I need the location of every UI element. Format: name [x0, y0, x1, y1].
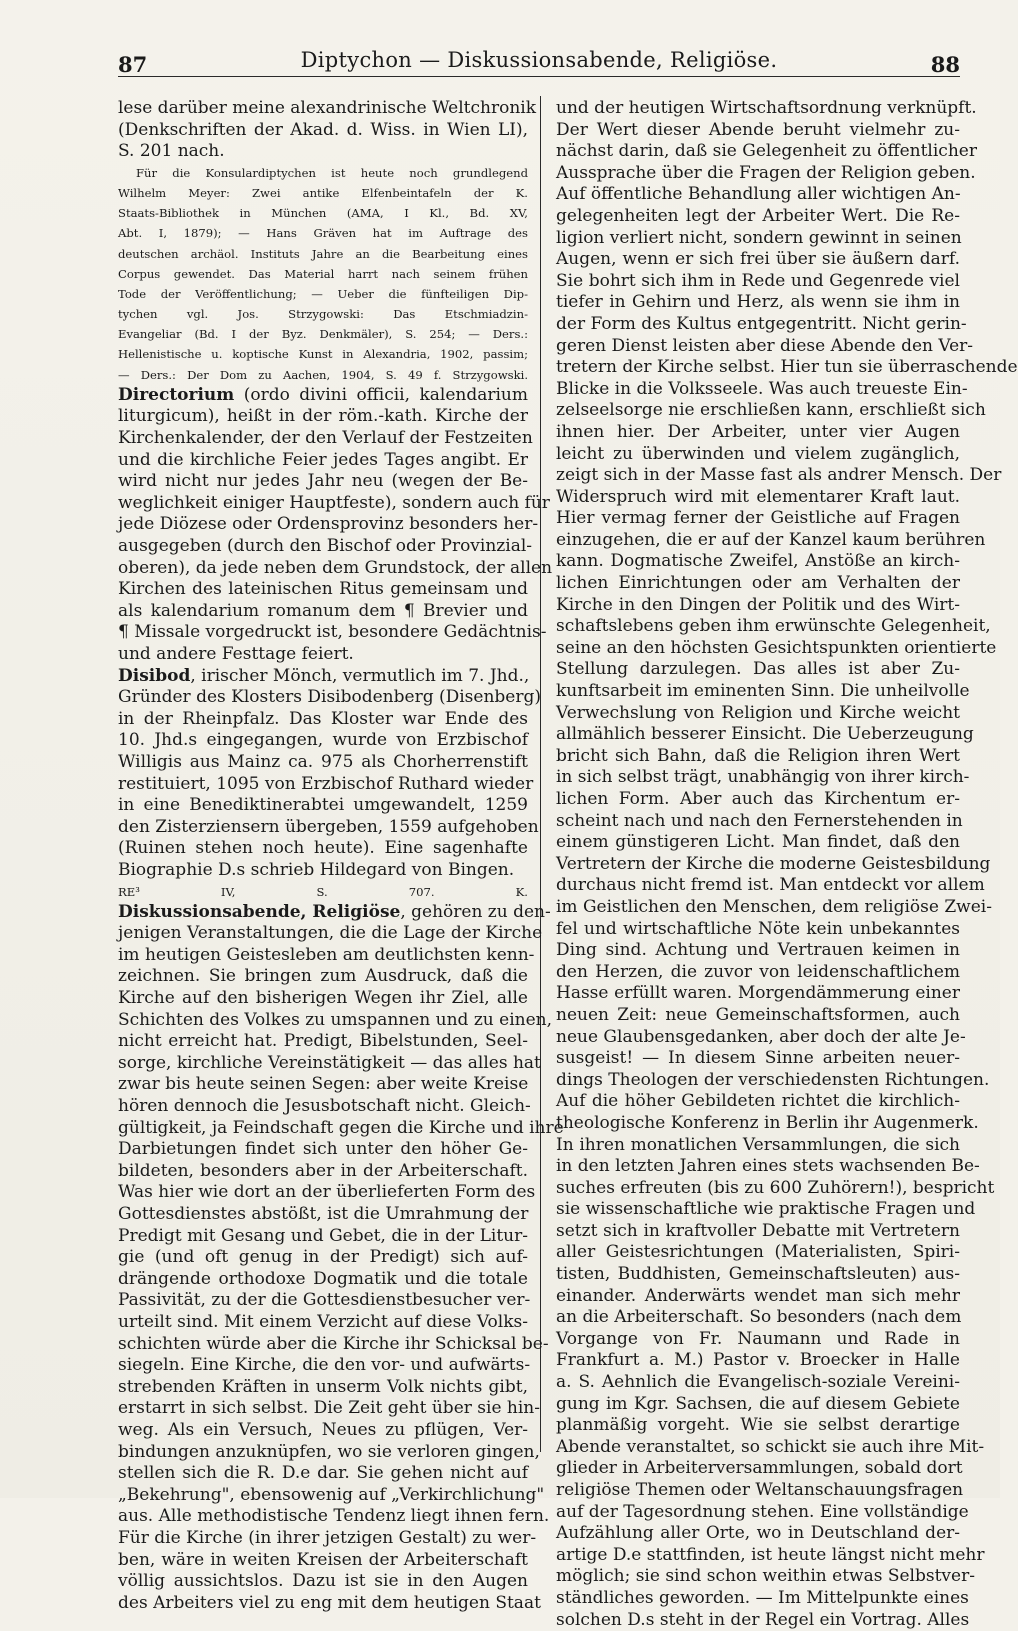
- text-line: einander. Anderwärts wendet man sich mehr: [556, 1285, 960, 1306]
- text-line: Augen, wenn er sich frei über sie äußern darf.: [556, 249, 960, 270]
- text-line: Abt. I, 1879); — Hans Gräven hat im Auftrage des: [118, 226, 528, 241]
- text-line: strebenden Kräften in unserm Volk nichts gibt,: [118, 1376, 528, 1397]
- text-line: erstarrt in sich selbst. Die Zeit geht über sie hin-: [118, 1398, 540, 1419]
- text-line: in eine Benediktinerabtei umgewandelt, 1259: [118, 795, 528, 816]
- text-line: scheint nach und nach den Fernerstehenden in: [556, 810, 963, 831]
- text-line: hören dennoch die Jesusbotschaft nicht. Gleich-: [118, 1096, 531, 1117]
- text-line: Widerspruch wird mit elementarer Kraft laut.: [556, 486, 960, 507]
- text-line: tretern der Kirche selbst. Hier tun sie überraschende: [556, 357, 1018, 378]
- text-line: wird nicht nur jedes Jahr neu (wegen der Be-: [118, 471, 528, 492]
- text-line: durchaus nicht fremd ist. Man entdeckt vor allem: [556, 875, 985, 896]
- text-line: Vertretern der Kirche die moderne Geistesbildung: [556, 853, 991, 874]
- text-line: deutschen archäol. Instituts Jahre an die Bearbeitung eines: [118, 246, 528, 261]
- text-line: solchen D.s steht in der Regel ein Vortrag. Alles: [556, 1609, 970, 1630]
- entry-headword: Directorium: [118, 384, 235, 405]
- text-line: geren Dienst leisten aber diese Abende den Ver-: [556, 335, 974, 356]
- text-line: ¶ Missale vorgedruckt ist, besondere Gedächtnis-: [118, 622, 547, 643]
- text-line: liturgicum), heißt in der röm.-kath. Kirche der: [118, 406, 528, 427]
- text-line: kann. Dogmatische Zweifel, Anstöße an kirch-: [556, 551, 960, 572]
- text-line: Disibod, irischer Mönch, vermutlich im 7. Jhd.,: [118, 665, 530, 686]
- text-line: und der heutigen Wirtschaftsordnung verknüpft.: [556, 98, 977, 118]
- text-line: ständliches geworden. — Im Mittelpunkte eines: [556, 1587, 969, 1608]
- text-line: zeichnen. Sie bringen zum Ausdruck, daß die: [118, 966, 528, 987]
- text-line: den Herzen, die zuvor von leidenschaftlichem: [556, 961, 960, 982]
- text-line: sorge, kirchliche Vereinstätigkeit — das alles hat: [118, 1052, 541, 1073]
- text-line: als kalendarium romanum dem ¶ Brevier und: [118, 600, 528, 621]
- text-line: Corpus gewendet. Das Material harrt nach seinem frühen: [118, 266, 528, 281]
- column-rule: [540, 96, 541, 1452]
- text-line: gelegenheiten legt der Arbeiter Wert. Die Re-: [556, 205, 960, 226]
- text-line: Hasse erfüllt waren. Morgendämmerung einer: [556, 983, 960, 1004]
- text-line: bricht sich Bahn, daß die Religion ihren Wert: [556, 745, 960, 766]
- left-column: [118, 98, 564, 1614]
- text-line: Aussprache über die Fragen der Religion geben.: [556, 162, 976, 183]
- text-line: Gründer des Klosters Disibodenberg (Disenberg): [118, 687, 541, 708]
- text-line: im Geistlichen den Menschen, dem religiöse Zwei-: [556, 896, 992, 917]
- text-line: Predigt mit Gesang und Gebet, die in der Litur-: [118, 1225, 528, 1246]
- text-line: seine an den höchsten Gesichtspunkten orientierte: [556, 637, 997, 658]
- text-line: Evangeliar (Bd. I der Byz. Denkmäler), S. 254; — Ders.:: [118, 327, 528, 342]
- text-line: an die Arbeiterschaft. So besonders (nach dem: [556, 1307, 962, 1328]
- text-line: Auf öffentliche Behandlung aller wichtigen An-: [556, 184, 961, 205]
- text-line: Staats-Bibliothek in München (AMA, I Kl., Bd. XV,: [118, 206, 528, 221]
- text-line: (Denkschriften der Akad. d. Wiss. in Wien LI),: [118, 119, 528, 140]
- text-line: Auf die höher Gebildeten richtet die kirchlich-: [556, 1091, 960, 1112]
- text-line: neuen Zeit: neue Gemeinschaftsformen, auch: [556, 1004, 960, 1025]
- text-line: Vorgange von Fr. Naumann und Rade in: [556, 1328, 960, 1349]
- text-line: Kirche auf den bisherigen Wegen ihr Ziel, alle: [118, 988, 528, 1009]
- text-line: religiöse Themen oder Weltanschauungsfragen: [556, 1480, 964, 1500]
- header-rule: [118, 76, 960, 77]
- text-line: Aufzählung aller Orte, wo in Deutschland der-: [556, 1523, 960, 1544]
- text-line: drängende orthodoxe Dogmatik und die totale: [118, 1268, 528, 1289]
- text-line: schichten würde aber die Kirche ihr Schicksal be-: [118, 1333, 549, 1354]
- text-line: nicht erreicht hat. Predigt, Bibelstunden, Seel-: [118, 1031, 528, 1052]
- text-line: lichen Form. Aber auch das Kirchentum er-: [556, 789, 960, 809]
- text-line: Biographie D.s schrieb Hildegard von Bingen.: [118, 859, 515, 880]
- text-line: tisten, Buddhisten, Gemeinschaftsleuten) aus-: [556, 1264, 960, 1285]
- text-line: oberen), da jede neben dem Grundstock, der allen: [118, 557, 553, 578]
- text-line: susgeist! — In diesem Sinne arbeiten neuer-: [556, 1048, 960, 1069]
- text-line: der Form des Kultus entgegentritt. Nicht gerin-: [556, 313, 967, 334]
- text-line: Sie bohrt sich ihm in Rede und Gegenrede viel: [556, 270, 960, 291]
- text-line: S. 201 nach.: [118, 141, 225, 162]
- text-line: in der Rheinpfalz. Das Kloster war Ende des: [118, 708, 528, 729]
- text-line: lichen Einrichtungen oder am Verhalten der: [556, 573, 960, 594]
- text-line: Abende veranstaltet, so schickt sie auch ihre Mit-: [556, 1436, 985, 1457]
- text-line: zelseelsorge nie erschließen kann, erschließt sich: [556, 400, 986, 421]
- text-line: Wilhelm Meyer: Zwei antike Elfenbeintafeln der K.: [118, 185, 528, 200]
- text-line: weg. Als ein Versuch, Neues zu pflügen, Ver-: [118, 1419, 528, 1440]
- text-line: und die kirchliche Feier jedes Tages angibt. Er: [118, 449, 528, 470]
- text-line: Blicke in die Volksseele. Was auch treueste Ein-: [556, 378, 968, 399]
- text-line: leicht zu überwinden und vielem zugänglich,: [556, 443, 960, 464]
- text-line: auf der Tagesordnung stehen. Eine vollständige: [556, 1501, 969, 1522]
- text-line: siegeln. Eine Kirche, die den vor- und aufwärts-: [118, 1355, 531, 1376]
- text-line: RE³ IV, S. 707. K.: [118, 884, 528, 899]
- text-line: stellen sich die R. D.e dar. Sie gehen nicht auf: [118, 1463, 528, 1484]
- text-line: aller Geistesrichtungen (Materialisten, Spiri-: [556, 1242, 960, 1263]
- text-line: fel und wirtschaftliche Nöte kein unbekanntes: [556, 918, 960, 939]
- text-line: Schichten des Volkes zu umspannen und zu einen,: [118, 1009, 552, 1030]
- text-line: Tode der Veröffentlichung; — Ueber die fünfteiligen Dip-: [118, 286, 528, 301]
- text-line: „Bekehrung", ebensowenig auf „Verkirchlichung": [118, 1484, 545, 1505]
- text-line: jede Diözese oder Ordensprovinz besonders her-: [118, 514, 539, 535]
- text-line: ben, wäre in weiten Kreisen der Arbeiterschaft: [118, 1549, 528, 1570]
- text-line: völlig aussichtslos. Dazu ist sie in den Augen: [118, 1571, 528, 1592]
- text-line: a. S. Aehnlich die Evangelisch-soziale Vereini-: [556, 1372, 960, 1393]
- text-line: kunftsarbeit im eminenten Sinn. Die unheilvolle: [556, 681, 970, 702]
- text-line: bindungen anzuknüpfen, wo sie verloren gingen,: [118, 1441, 540, 1462]
- text-line: Willigis aus Mainz ca. 975 als Chorherrenstift: [118, 751, 528, 772]
- page-number-right: 88: [930, 52, 960, 77]
- text-line: Passivität, zu der die Gottesdienstbesucher ver-: [118, 1290, 531, 1311]
- text-line: Für die Kirche (in ihrer jetzigen Gestalt) zu wer-: [118, 1527, 537, 1548]
- text-line: schaftslebens geben ihm erwünschte Gelegenheit,: [556, 616, 991, 637]
- text-line: gültigkeit, ja Feindschaft gegen die Kirche und ihre: [118, 1117, 564, 1138]
- text-line: setzt sich in kraftvoller Debatte mit Vertretern: [556, 1220, 960, 1241]
- text-line: tiefer in Gehirn und Herz, als wenn sie ihm in: [556, 292, 960, 313]
- right-column: [556, 98, 1018, 1631]
- text-line: einzugehen, die er auf der Kanzel kaum berühren: [556, 529, 986, 550]
- text-line: ligion verliert nicht, sondern gewinnt in seinen: [556, 227, 962, 248]
- text-line: ihnen hier. Der Arbeiter, unter vier Augen: [556, 421, 960, 442]
- text-line: gung im Kgr. Sachsen, die auf diesem Gebiete: [556, 1393, 960, 1414]
- entry-headword: Diskussionsabende, Religiöse: [118, 901, 401, 922]
- text-line: tychen vgl. Jos. Strzygowski: Das Etschmiadzin-: [118, 307, 528, 322]
- text-line: zwar bis heute seinen Segen: aber weite Kreise: [118, 1074, 529, 1095]
- text-line: In ihren monatlichen Versammlungen, die sich: [556, 1134, 960, 1155]
- text-line: glieder in Arbeiterversammlungen, sobald dort: [556, 1458, 963, 1479]
- text-line: Gottesdienstes abstößt, ist die Umrahmung der: [118, 1204, 529, 1224]
- text-line: den Zisterziensern übergeben, 1559 aufgehoben: [118, 816, 539, 837]
- text-line: allmählich besserer Einsicht. Die Ueberzeugung: [556, 724, 974, 745]
- text-line: Ding sind. Achtung und Vertrauen keimen in: [556, 940, 960, 961]
- text-line: theologische Konferenz in Berlin ihr Augenmerk.: [556, 1112, 979, 1133]
- text-line: Directorium (ordo divini officii, kalendarium: [118, 384, 528, 405]
- text-line: in den letzten Jahren eines stets wachsenden Be-: [556, 1156, 980, 1177]
- text-line: artige D.e stattfinden, ist heute längst nicht mehr: [556, 1544, 985, 1565]
- text-line: Für die Konsulardiptychen ist heute noch grundlegend: [136, 165, 528, 180]
- text-line: Stellung darzulegen. Das alles ist aber Zu-: [556, 659, 960, 680]
- text-line: und andere Festtage feiert.: [118, 643, 354, 664]
- text-line: 10. Jhd.s eingegangen, wurde von Erzbischof: [118, 730, 528, 751]
- text-line: sie wissenschaftliche wie praktische Fragen und: [556, 1199, 976, 1220]
- text-line: einem günstigeren Licht. Man findet, daß den: [556, 832, 960, 853]
- text-line: des Arbeiters viel zu eng mit dem heutigen Staat: [118, 1592, 541, 1613]
- text-line: im heutigen Geistesleben am deutlichsten kenn-: [118, 944, 535, 965]
- text-line: Frankfurt a. M.) Pastor v. Broecker in Halle: [556, 1350, 960, 1371]
- text-line: Der Wert dieser Abende beruht vielmehr zu-: [556, 119, 960, 140]
- text-line: ausgegeben (durch den Bischof oder Provinzial-: [118, 536, 533, 556]
- text-line: Diskussionsabende, Religiöse, gehören zu den-: [118, 901, 551, 922]
- page-number-left: 87: [118, 52, 148, 77]
- entry-headword: Disibod: [118, 665, 191, 686]
- text-line: Kirchen des lateinischen Ritus gemeinsam und: [118, 579, 528, 600]
- text-line: gie (und oft genug in der Predigt) sich auf-: [118, 1247, 528, 1268]
- running-title: Diptychon — Diskussionsabende, Religiöse.: [300, 48, 778, 72]
- text-line: (Ruinen stehen noch heute). Eine sagenhafte: [118, 838, 528, 859]
- text-line: Kirchenkalender, der den Verlauf der Festzeiten: [118, 428, 533, 449]
- text-line: aus. Alle methodistische Tendenz liegt ihnen fern.: [118, 1506, 550, 1527]
- text-line: Hier vermag ferner der Geistliche auf Fragen: [556, 508, 960, 529]
- text-line: Kirche in den Dingen der Politik und des Wirt-: [556, 594, 960, 615]
- text-line: in sich selbst trägt, unabhängig von ihrer kirch-: [556, 767, 970, 788]
- text-line: Verwechslung von Religion und Kirche weicht: [556, 702, 960, 723]
- text-line: weglichkeit einiger Hauptfeste), sondern auch für: [118, 492, 550, 513]
- text-line: — Ders.: Der Dom zu Aachen, 1904, S. 49 f. Strzygowski.: [118, 367, 528, 382]
- text-line: Was hier wie dort an der überlieferten Form des: [118, 1182, 536, 1203]
- text-line: lese darüber meine alexandrinische Weltchronik: [118, 98, 537, 118]
- text-line: Darbietungen findet sich unter den höher Ge-: [118, 1139, 528, 1160]
- text-line: nächst darin, daß sie Gelegenheit zu öffentlicher: [556, 141, 977, 162]
- text-line: suches erfreuten (bis zu 600 Zuhörern!), bespricht: [556, 1177, 995, 1198]
- text-line: neue Glaubensgedanken, aber doch der alte Je-: [556, 1026, 966, 1047]
- text-line: möglich; sie sind schon weithin etwas Selbstver-: [556, 1566, 975, 1587]
- text-line: restituiert, 1095 von Erzbischof Ruthard wieder: [118, 773, 534, 794]
- text-line: planmäßig vorgeht. Wie sie selbst derartige: [556, 1415, 960, 1436]
- text-line: Hellenistische u. koptische Kunst in Alexandria, 1902, passim;: [118, 347, 528, 362]
- text-line: zeigt sich in der Masse fast als andrer Mensch. Der: [556, 465, 1002, 486]
- text-line: jenigen Veranstaltungen, die die Lage der Kirche: [118, 923, 543, 944]
- running-head: [118, 44, 960, 80]
- text-line: urteilt sind. Mit einem Verzicht auf diese Volks-: [118, 1311, 528, 1332]
- text-line: dings Theologen der verschiedensten Richtungen.: [556, 1069, 990, 1090]
- text-line: bildeten, besonders aber in der Arbeiterschaft.: [118, 1160, 528, 1181]
